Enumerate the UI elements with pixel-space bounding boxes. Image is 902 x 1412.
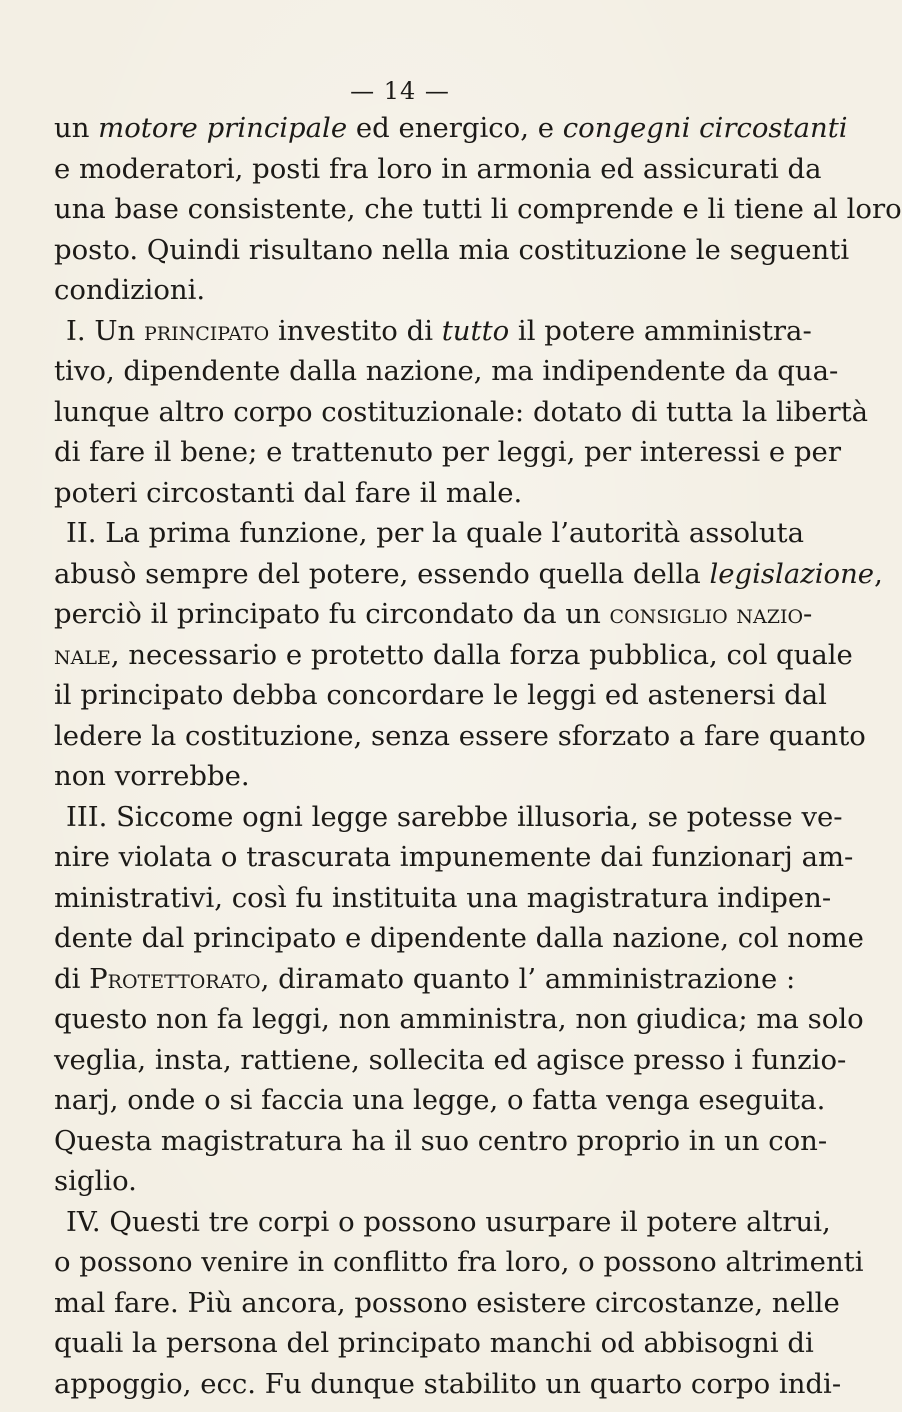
text-segment: ed energico, e — [347, 112, 563, 144]
text-segment: investito di — [269, 314, 442, 347]
text-line — [54, 473, 782, 514]
italic-text: legislazione — [709, 557, 875, 590]
text-line — [54, 1080, 826, 1121]
text-segment: veglia, insta, rattiene, sollecita ed agisce presso i funzio- — [54, 1043, 847, 1076]
text-segment: mal fare. Più ancora, possono esistere circostanze, nelle — [54, 1286, 840, 1319]
text-line — [54, 554, 883, 595]
italic-text: congegni circostanti — [562, 112, 848, 144]
text-segment: e moderatori, posti fra loro in armonia ed assicurati da — [54, 152, 822, 185]
italic-text: motore principale — [98, 112, 348, 144]
text-line — [54, 1161, 782, 1202]
text-line — [54, 635, 853, 676]
text-segment: nire violata o trascurata impunemente dai funzionarj am- — [54, 841, 854, 873]
text-segment: abusò sempre del potere, essendo quella della — [54, 557, 710, 590]
text-segment: ledere la costituzione, senza essere sforzato a fare quanto — [54, 719, 866, 752]
text-segment: perciò il principato fu circondato da un — [54, 598, 610, 630]
text-segment: il principato debba concordare le leggi ed astenersi dal — [54, 679, 827, 711]
text-line — [54, 432, 841, 473]
text-segment: di fare il bene; e trattenuto per leggi, per interessi e per — [54, 436, 841, 468]
text-segment: lunque altro corpo costituzionale: dotato di tutta la libertà — [54, 395, 869, 428]
text-segment: , — [874, 557, 883, 590]
text-segment: ministrativi, così fu instituita una magistratura indipen- — [54, 881, 832, 914]
text-line — [54, 797, 843, 838]
text-segment: quali la persona del principato manchi od abbisogni di — [54, 1327, 814, 1359]
text-segment: una base consistente, che tutti li comprende e li tiene al loro — [54, 193, 902, 225]
small-caps-text: nale — [54, 638, 111, 671]
text-line — [54, 108, 848, 149]
small-caps-text: principato — [143, 314, 270, 347]
text-segment: dente dal principato e dipendente dalla nazione, col nome — [54, 922, 864, 954]
text-segment: III. Siccome ogni legge sarebbe illusoria, se potesse ve- — [66, 800, 843, 833]
body-text — [54, 108, 902, 1404]
text-segment: siglio. — [54, 1165, 137, 1197]
text-segment: narj, onde o si faccia una legge, o fatta venga eseguita. — [54, 1084, 826, 1116]
text-segment: poteri circostanti dal fare il male. — [54, 476, 523, 509]
text-segment: o possono venire in conflitto fra loro, o possono altrimenti — [54, 1246, 864, 1278]
text-segment: I. Un — [66, 314, 144, 347]
text-segment: questo non fa leggi, non amministra, non giudica; ma solo — [54, 1003, 864, 1035]
text-line — [54, 837, 854, 878]
text-segment: II. La prima funzione, per la quale l’autorità assoluta — [66, 517, 805, 549]
text-line — [54, 675, 827, 716]
text-line — [54, 1121, 828, 1162]
text-line — [54, 230, 850, 271]
page-number: — 14 — — [350, 77, 450, 105]
text-line — [54, 594, 813, 635]
text-segment: appoggio, ecc. Fu dunque stabilito un quarto corpo indi- — [54, 1367, 842, 1400]
text-segment: condizioni. — [54, 274, 206, 306]
text-segment: il potere amministra- — [509, 314, 812, 347]
text-segment: un — [54, 112, 99, 144]
text-segment: posto. Quindi risultano nella mia costituzione le seguenti — [54, 233, 850, 266]
small-caps-text: Protettorato — [89, 962, 261, 995]
text-line — [54, 392, 869, 433]
text-segment: tivo, dipendente dalla nazione, ma indipendente da qua- — [54, 355, 839, 387]
small-caps-text: consiglio nazio- — [609, 598, 813, 630]
text-line — [54, 1323, 814, 1364]
text-segment: IV. Questi tre corpi o possono usurpare il potere altrui, — [66, 1205, 831, 1238]
text-line — [54, 999, 864, 1040]
text-segment: di — [54, 962, 90, 995]
text-segment: non vorrebbe. — [54, 760, 250, 792]
text-line — [54, 1202, 831, 1243]
text-line — [54, 959, 796, 1000]
italic-text: tutto — [441, 314, 510, 347]
text-segment: Questa magistratura ha il suo centro proprio in un con- — [54, 1124, 828, 1157]
text-line — [54, 1242, 864, 1283]
text-line — [54, 1040, 847, 1081]
text-line — [54, 270, 782, 311]
text-line — [54, 351, 839, 392]
text-line — [54, 311, 812, 352]
text-line — [54, 1364, 842, 1405]
text-segment: , necessario e protetto dalla forza pubblica, col quale — [110, 638, 853, 671]
text-line — [54, 756, 782, 797]
text-line — [54, 1283, 840, 1324]
text-line — [54, 716, 866, 757]
text-line — [54, 149, 822, 190]
text-segment: , diramato quanto l’ amministrazione : — [260, 962, 796, 995]
text-line — [54, 918, 864, 959]
text-line — [54, 878, 832, 919]
text-line — [54, 189, 902, 230]
text-line — [54, 513, 805, 554]
